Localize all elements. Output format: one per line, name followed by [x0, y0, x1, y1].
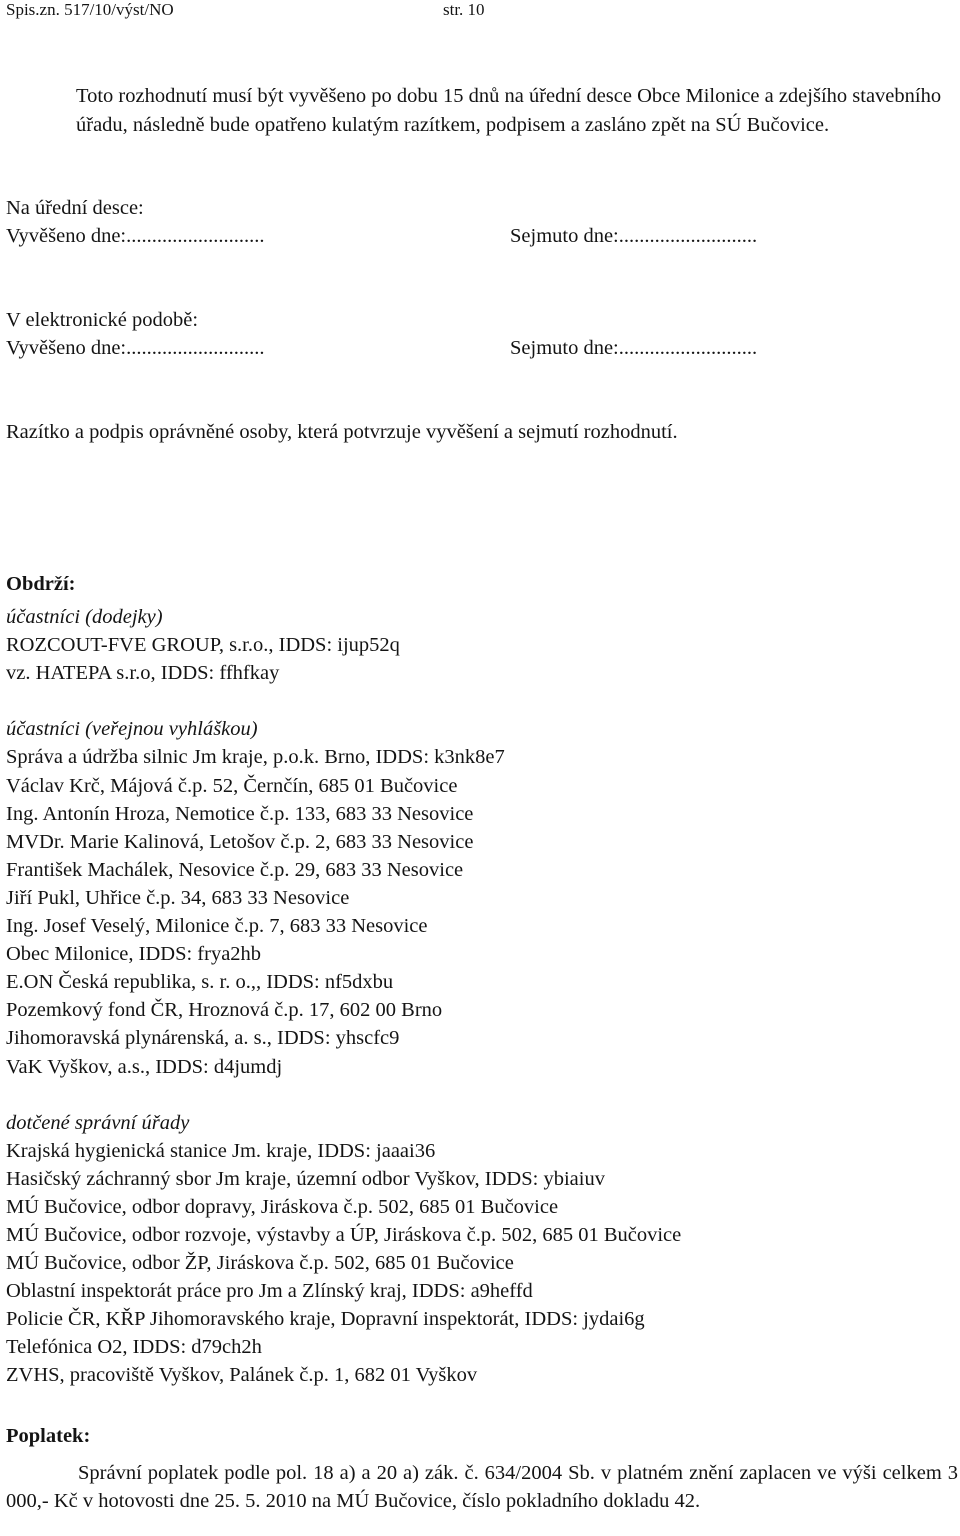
recipient-item: ZVHS, pracoviště Vyškov, Palánek č.p. 1, 682 01 Vyškov: [6, 1364, 478, 1387]
electronic-board-posted: Vyvěšeno dne:...........................: [6, 337, 265, 359]
electronic-board-title: V elektronické podobě:: [6, 309, 199, 331]
official-board-title: Na úřední desce:: [6, 197, 144, 219]
recipients-group-title: účastníci (dodejky): [6, 606, 163, 629]
posting-instruction: [6, 82, 958, 139]
recipients-group-delivery: [6, 631, 956, 687]
recipients-section: [6, 570, 956, 1390]
fee-heading: Poplatek:: [6, 1425, 91, 1447]
recipient-item: Václav Krč, Májová č.p. 52, Černčín, 685 01 Bučovice: [6, 774, 458, 797]
recipients-group-title: dotčené správní úřady: [6, 1111, 190, 1134]
official-board-posted: Vyvěšeno dne:...........................: [6, 225, 265, 247]
official-board-removed: Sejmuto dne:...........................: [510, 225, 758, 247]
recipient-item: Ing. Antonín Hroza, Nemotice č.p. 133, 683 33 Nesovice: [6, 802, 474, 825]
recipient-item: Krajská hygienická stanice Jm. kraje, IDDS: jaaai36: [6, 1139, 436, 1162]
recipient-item: Obec Milonice, IDDS: frya2hb: [6, 943, 262, 966]
recipient-item: MÚ Bučovice, odbor ŽP, Jiráskova č.p. 502, 685 01 Bučovice: [6, 1252, 514, 1275]
recipient-item: VaK Vyškov, a.s., IDDS: d4jumdj: [6, 1055, 283, 1078]
recipient-item: Jihomoravská plynárenská, a. s., IDDS: yhscfc9: [6, 1027, 400, 1050]
recipient-item: Telefónica O2, IDDS: d79ch2h: [6, 1336, 262, 1359]
recipient-item: Jiří Pukl, Uhřice č.p. 34, 683 33 Nesovice: [6, 886, 350, 909]
recipient-item: MVDr. Marie Kalinová, Letošov č.p. 2, 683 33 Nesovice: [6, 830, 474, 853]
fee-section: [6, 1422, 958, 1515]
electronic-board-removed: Sejmuto dne:...........................: [510, 337, 758, 359]
recipient-item: Správa a údržba silnic Jm kraje, p.o.k. Brno, IDDS: k3nk8e7: [6, 746, 505, 769]
official-board-section: [6, 194, 956, 250]
recipient-item: Hasičský záchranný sbor Jm kraje, územní odbor Vyškov, IDDS: ybiaiuv: [6, 1167, 605, 1190]
recipient-item: E.ON Česká republika, s. r. o.,, IDDS: nf5dxbu: [6, 971, 394, 994]
recipient-item: MÚ Bučovice, odbor rozvoje, výstavby a ÚP, Jiráskova č.p. 502, 685 01 Bučovice: [6, 1223, 682, 1246]
recipients-heading: Obdrží:: [6, 573, 76, 595]
stamp-signature-note: Razítko a podpis oprávněné osoby, která potvrzuje vyvěšení a sejmutí rozhodnutí.: [6, 421, 678, 443]
recipient-item: Pozemkový fond ČR, Hroznová č.p. 17, 602 00 Brno: [6, 999, 443, 1022]
posting-instruction-text: Toto rozhodnutí musí být vyvěšeno po dobu 15 dnů na úřední desce Obce Milonice a zdejšího stavebního úřadu, následně bude opatřeno kulatým razítkem, podpisem a zasláno zpět na SÚ Bučovice.: [76, 85, 942, 136]
recipients-group-title: účastníci (veřejnou vyhláškou): [6, 718, 258, 741]
recipient-item: Policie ČR, KŘP Jihomoravského kraje, Dopravní inspektorát, IDDS: jydai6g: [6, 1308, 645, 1331]
recipient-item: ROZCOUT-FVE GROUP, s.r.o., IDDS: ijup52q: [6, 634, 400, 657]
recipient-item: František Machálek, Nesovice č.p. 29, 683 33 Nesovice: [6, 858, 464, 881]
recipient-item: Oblastní inspektorát práce pro Jm a Zlínský kraj, IDDS: a9heffd: [6, 1280, 533, 1303]
page-number: str. 10: [443, 0, 485, 19]
fee-text: Správní poplatek podle pol. 18 a) a 20 a) zák. č. 634/2004 Sb. v platném znění zaplacen ve výši celkem 3 000,- Kč v hotovosti dne 25. 5. 2010 na MÚ Bučovice, číslo pokladního dokladu 42.: [6, 1462, 958, 1512]
file-reference: Spis.zn. 517/10/výst/NO: [6, 0, 174, 19]
recipients-group-public-notice: [6, 743, 956, 1080]
electronic-board-section: [6, 306, 956, 362]
page-header: [6, 0, 485, 20]
recipient-item: MÚ Bučovice, odbor dopravy, Jiráskova č.p. 502, 685 01 Bučovice: [6, 1195, 559, 1218]
recipient-item: Ing. Josef Veselý, Milonice č.p. 7, 683 33 Nesovice: [6, 915, 428, 938]
recipients-group-authorities: [6, 1137, 956, 1390]
recipient-item: vz. HATEPA s.r.o, IDDS: ffhfkay: [6, 662, 280, 685]
